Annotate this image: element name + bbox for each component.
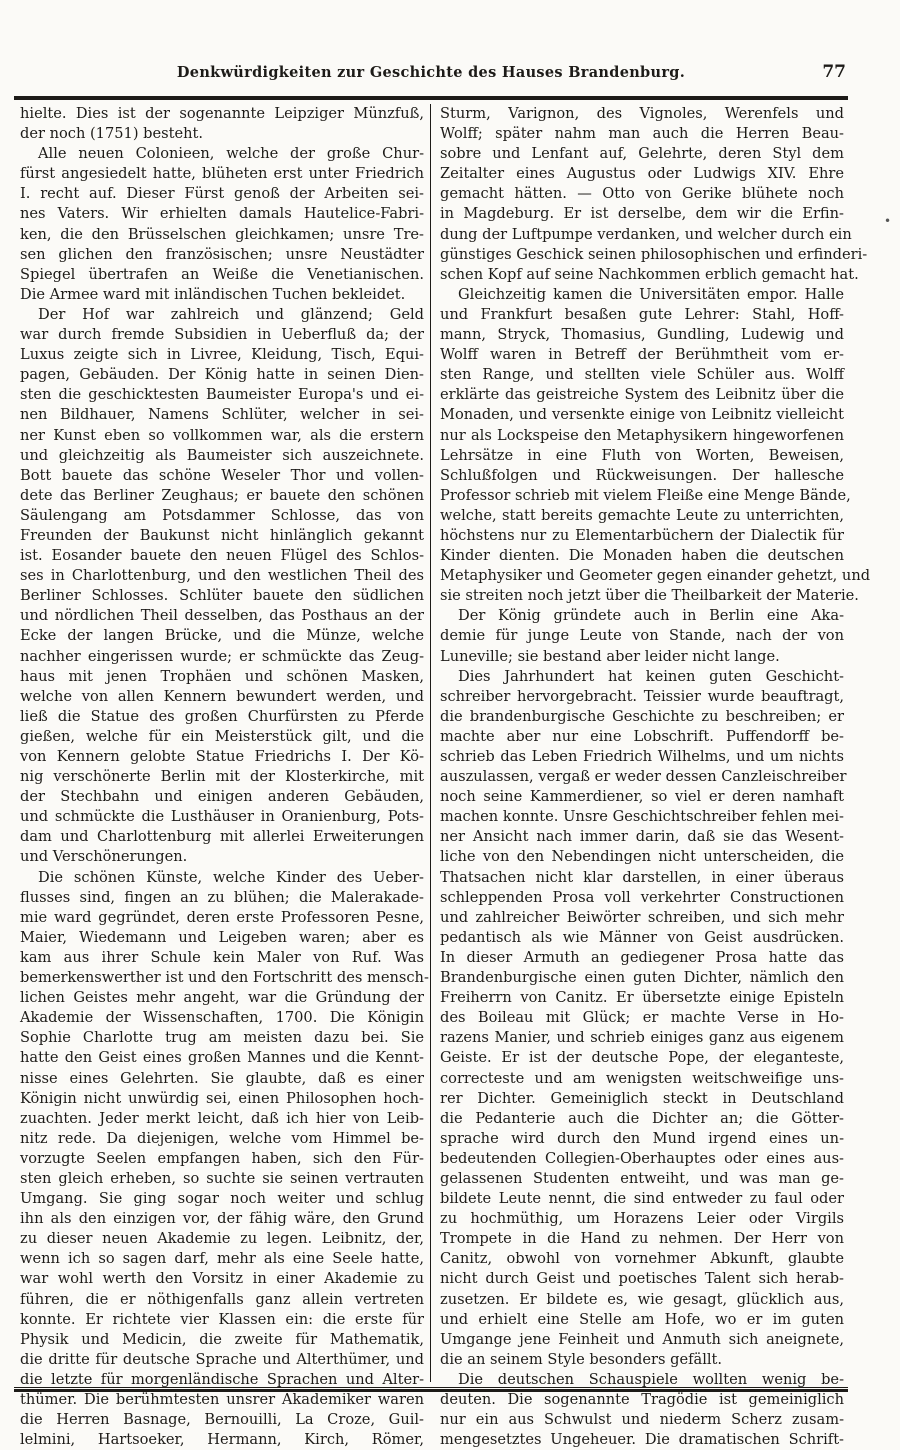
left-column-line: führen, die er nöthigenfalls ganz allein vertreten [20,1290,424,1308]
right-column-line: die an seinem Style besonders gefällt. [440,1350,723,1368]
right-column-line: günstiges Geschick seinen philosophischen und erfinderi- [440,245,868,263]
right-column-line: sie streiten noch jetzt über die Theilbarkeit der Materie. [440,587,859,605]
left-column-line: Akademie der Wissenschaften, 1700. Die Königin [20,1009,424,1027]
right-column-line: schen Kopf auf seine Nachkommen erblich gemacht hat. [440,265,859,283]
right-column-line: noch seine Kammerdiener, so viel er deren namhaft [440,788,844,806]
right-column-line: Wolff; später nahm man auch die Herren Beau- [440,125,844,143]
right-column-line: mann, Stryck, Thomasius, Gundling, Ludewig und [440,326,844,344]
left-column-line: welche von allen Kennern bewundert werden, und [20,687,424,705]
left-column-line: Alle neuen Colonieen, welche der große Chur- [38,145,424,163]
right-column-line: nur ein aus Schwulst und niederm Scherz zusam- [440,1411,844,1429]
margin-mark: • [884,214,892,228]
left-column-line: nachher eingerissen wurde; er schmückte das Zeug- [20,647,424,665]
left-column-line: Säulengang am Potsdammer Schlosse, das von [20,506,424,524]
left-column-line: ses in Charlottenburg, und den westlichen Theil des [20,567,424,585]
left-column-line: und nördlichen Theil desselben, das Posthaus an der [20,607,424,625]
left-column-line: I. recht auf. Dieser Fürst genoß der Arbeiten sei- [20,185,424,203]
right-column-line: dung der Luftpumpe verdanken, und welcher durch ein [440,225,852,243]
left-column-line: ner Kunst eben so vollkommen war, als die erstern [20,426,424,444]
left-column-line: und gleichzeitig als Baumeister sich auszeichnete. [20,446,424,464]
right-column-line: und Frankfurt besaßen gute Lehrer: Stahl, Hoff- [440,305,844,323]
right-column-line: Kinder dienten. Die Monaden haben die deutschen [440,547,844,565]
left-column-line: wenn ich so sagen darf, mehr als eine Seele hatte, [20,1250,424,1268]
right-column-line: liche von den Nebendingen nicht unterscheiden, die [440,848,844,866]
right-column-line: Umgange jene Feinheit und Anmuth sich aneignete, [440,1330,844,1348]
right-column-line: deuten. Die sogenannte Tragödie ist gemeiniglich [440,1391,844,1408]
left-column-line: zuachten. Jeder merkt leicht, daß ich hier von Leib- [20,1109,424,1127]
right-column-line: und erhielt eine Stelle am Hofe, wo er im guten [440,1310,844,1328]
right-column-line: Professor schrieb mit vielem Fleiße eine Menge Bände, [440,486,851,504]
left-column-line: ken, die den Brüsselschen gleichkamen; unsre Tre- [20,225,424,243]
right-column-line: ner Ansicht nach immer darin, daß sie das Wesent- [440,828,844,846]
right-column-line: zu hochmüthig, um Horazens Leier oder Virgils [440,1210,844,1228]
left-column-line: hielte. Dies ist der sogenannte Leipziger Münzfuß, [20,105,424,122]
right-column-line: die brandenburgische Geschichte zu beschreiben; er [440,707,844,725]
right-column-line: nicht durch Geist und poetisches Talent sich herab- [440,1270,844,1288]
left-column-line: nes Vaters. Wir erhielten damals Hautelice-Fabri- [20,205,424,223]
right-column [440,104,871,1449]
left-column-line: Bott bauete das schöne Weseler Thor und vollen- [20,466,424,484]
left-column-line: gießen, welche für ein Meisterstück gilt, und die [20,727,424,745]
right-column-line: correcteste und am wenigsten weitschweifige uns- [440,1069,844,1087]
right-column-line: Wolff waren in Betreff der Berühmtheit vom er- [440,346,844,364]
running-title: Denkwürdigkeiten zur Geschichte des Hauses Brandenburg. [176,64,686,81]
right-column-line: Schlußfolgen und Rückweisungen. Der hallesche [440,466,844,484]
left-column-line: Luxus zeigte sich in Livree, Kleidung, Tisch, Equi- [20,346,424,364]
right-column-line: pedantisch als wie Männer von Geist ausdrücken. [440,928,844,946]
right-column-line: mengesetztes Ungeheuer. Die dramatischen Schrift- [440,1431,844,1449]
left-column-line: Freunden der Baukunst nicht hinlänglich gekannt [20,526,424,544]
right-column-line: Gleichzeitig kamen die Universitäten empor. Halle [458,285,844,303]
right-column-line: Dies Jahrhundert hat keinen guten Geschicht- [458,667,844,685]
right-column-line: sprache wird durch den Mund irgend eines un- [440,1129,844,1147]
right-column-line: razens Manier, und schrieb einiges ganz aus eigenem [440,1029,844,1047]
left-column-line: der Stechbahn und einigen anderen Gebäuden, [20,788,424,806]
right-column-line: Der König gründete auch in Berlin eine Aka- [458,607,844,625]
left-column-line: und schmückte die Lusthäuser in Oranienburg, Pots- [20,808,424,826]
right-column-line: demie für junge Leute von Stande, nach der von [440,627,844,645]
right-column-line: Luneville; sie bestand aber leider nicht lange. [440,647,780,665]
right-column-line: auszulassen, vergaß er weder dessen Canzleischreiber [440,768,847,786]
page-number: 77 [822,62,846,82]
left-column-line: Ecke der langen Brücke, und die Münze, welche [20,627,424,645]
left-column-line: Physik und Medicin, die zweite für Mathematik, [20,1330,424,1348]
left-column-line: Die schönen Künste, welche Kinder des Ueber- [38,868,424,886]
left-column-line: vorzugte Seelen empfangen haben, sich den Für- [20,1149,424,1167]
left-column-line: bemerkenswerther ist und den Fortschritt des mensch- [20,969,429,987]
left-column-line: die dritte für deutsche Sprache und Alterthümer, und [20,1350,424,1368]
left-column-line: Sophie Charlotte trug am meisten dazu bei. Sie [20,1029,424,1047]
column-divider [430,104,431,1382]
right-column-line: Geiste. Er ist der deutsche Pope, der eleganteste, [440,1049,844,1067]
left-column-line: sten gleich erheben, so suchte sie seinen vertrauten [20,1169,424,1187]
right-column-line: Zeitalter eines Augustus oder Ludwigs XIV. Ehre [440,165,844,183]
left-column-line: zu dieser neuen Akademie zu legen. Leibnitz, der, [20,1230,424,1248]
right-column-line: Brandenburgische einen guten Dichter, nämlich den [440,969,844,987]
left-column-line: von Kennern gelobte Statue Friedrichs I. Der Kö- [20,748,424,765]
left-column-line: sen glichen den französischen; unsre Neustädter [20,245,424,263]
right-column-line: gelassenen Studenten entweiht, und was man ge- [440,1169,844,1187]
right-column-line: Die deutschen Schauspiele wollten wenig be- [458,1370,844,1388]
left-column-line: der noch (1751) besteht. [20,125,204,143]
left-column-line: und Verschönerungen. [20,848,188,866]
left-column-line: Der Hof war zahlreich und glänzend; Geld [38,305,424,323]
left-column-line: nig verschönerte Berlin mit der Klosterkirche, mit [20,768,424,786]
right-column-line: rer Dichter. Gemeiniglich steckt in Deutschland [440,1089,844,1107]
running-header [14,58,848,96]
right-column-line: Canitz, obwohl von vornehmer Abkunft, glaubte [440,1250,844,1268]
left-column-line: kam aus ihrer Schule kein Maler von Ruf. Was [20,948,424,966]
left-column-line: Maier, Wiedemann und Leigeben waren; aber es [20,928,424,946]
right-column-line: Freiherrn von Canitz. Er übersetzte einige Episteln [440,989,844,1007]
left-column-line: sten die geschicktesten Baumeister Europa's und ei- [20,386,424,404]
left-column-line: haus mit jenen Trophäen und schönen Masken, [20,667,424,685]
right-column-line: Thatsachen nicht klar darstellen, in einer überaus [440,868,844,886]
left-column-line: hatte den Geist eines großen Mannes und die Kennt- [20,1049,424,1067]
left-column-line: Spiegel übertrafen an Weiße die Venetianischen. [20,265,424,283]
left-column-line: lichen Geistes mehr angeht, war die Gründung der [20,989,424,1007]
right-column-line: nur als Lockspeise den Metaphysikern hingeworfenen [440,426,844,444]
right-column-line: schrieb das Leben Friedrich Wilhelms, und um nichts [440,748,844,765]
left-column-line: mie ward gegründet, deren erste Professoren Pesne, [20,908,424,926]
right-column-line: Metaphysiker und Geometer gegen einander gehetzt, und [440,567,871,585]
right-column-line: bildete Leute nennt, die sind entweder zu faul oder [440,1190,844,1208]
left-column-line: konnte. Er richtete vier Klassen ein: die erste für [20,1310,424,1328]
left-column-line: fürst angesiedelt hatte, blüheten erst unter Friedrich [20,165,424,183]
right-column-line: In dieser Armuth an gediegener Prosa hatte das [440,948,844,966]
left-column-line: die letzte für morgenländische Sprachen und Alter- [20,1370,424,1388]
right-column-line: Monaden, und versenkte einige von Leibnitz vielleicht [440,406,844,424]
right-column-line: Lehrsätze in eine Fluth von Worten, Beweisen, [440,446,844,464]
left-column-line: war wohl werth den Vorsitz in einer Akademie zu [20,1270,424,1288]
right-column-line: bedeutenden Collegien-Oberhauptes oder eines aus- [440,1149,844,1167]
right-column-line: machen konnte. Unsre Geschichtschreiber fehlen mei- [440,808,844,826]
left-column-line: nen Bildhauer, Namens Schlüter, welcher in sei- [20,406,424,424]
left-column-line: die Herren Basnage, Bernouilli, La Croze, Guil- [20,1411,424,1429]
left-column-line: war durch fremde Subsidien in Ueberfluß da; der [20,326,424,344]
right-column-line: Sturm, Varignon, des Vignoles, Werenfels und [440,105,844,122]
left-column-line: thümer. Die berühmtesten unsrer Akademiker waren [20,1391,424,1408]
right-column-line: höchstens nur zu Elementarbüchern der Dialectik für [440,526,844,544]
left-column-line: pagen, Gebäuden. Der König hatte in seinen Dien- [20,366,424,384]
right-column-line: machte aber nur eine Lobschrift. Puffendorff be- [440,727,844,745]
left-column-line: dam und Charlottenburg mit allerlei Erweiterungen [20,828,424,846]
right-column-line: und zahlreicher Beiwörter schreiben, und sich mehr [440,908,844,926]
right-column-line: Trompete in die Hand zu nehmen. Der Herr von [440,1230,844,1248]
left-column-line: dete das Berliner Zeughaus; er bauete den schönen [20,486,424,504]
right-column-line: sten Range, und stellten viele Schüler aus. Wolff [440,366,844,384]
right-column-line: sobre und Lenfant auf, Gelehrte, deren Styl dem [440,145,844,163]
left-column-line: flusses sind, fingen an zu blühen; die Malerakade- [20,888,424,906]
left-column-line: Die Armee ward mit inländischen Tuchen bekleidet. [20,285,406,303]
left-column-line: ließ die Statue des großen Churfürsten zu Pferde [20,707,424,725]
right-column-line: erklärte das geistreiche System des Leibnitz über die [440,386,844,404]
left-column [20,104,429,1449]
header-rule [14,96,848,100]
left-column-line: ihn als den einzigen vor, der fähig wäre, den Grund [20,1210,424,1228]
right-column-line: welche, statt bereits gemachte Leute zu unterrichten, [440,506,844,524]
right-column-line: des Boileau mit Glück; er machte Verse in Ho- [440,1009,844,1027]
footer-rule [14,1387,848,1392]
right-column-line: gemacht hätten. — Otto von Gerike blühete noch [440,185,844,203]
left-column-line: Umgang. Sie ging sogar noch weiter und schlug [20,1190,424,1208]
left-column-line: nisse eines Gelehrten. Sie glaubte, daß es einer [20,1069,424,1087]
left-column-line: ist. Eosander bauete den neuen Flügel des Schlos- [20,547,424,565]
left-column-line: nitz rede. Da diejenigen, welche vom Himmel be- [20,1129,424,1147]
left-column-line: Königin nicht unwürdig sei, einen Philosophen hoch- [20,1089,424,1107]
right-column-line: schreiber hervorgebracht. Teissier wurde beauftragt, [440,687,844,705]
right-column-line: zusetzen. Er bildete es, wie gesagt, glücklich aus, [440,1290,844,1308]
right-column-line: in Magdeburg. Er ist derselbe, dem wir die Erfin- [440,205,844,223]
right-column-line: schleppenden Prosa voll verkehrter Constructionen [440,888,844,906]
left-column-line: lelmini, Hartsoeker, Hermann, Kirch, Römer, [20,1431,424,1449]
left-column-line: Berliner Schlosses. Schlüter bauete den südlichen [20,587,424,605]
right-column-line: die Pedanterie auch die Dichter an; die Götter- [440,1109,844,1127]
